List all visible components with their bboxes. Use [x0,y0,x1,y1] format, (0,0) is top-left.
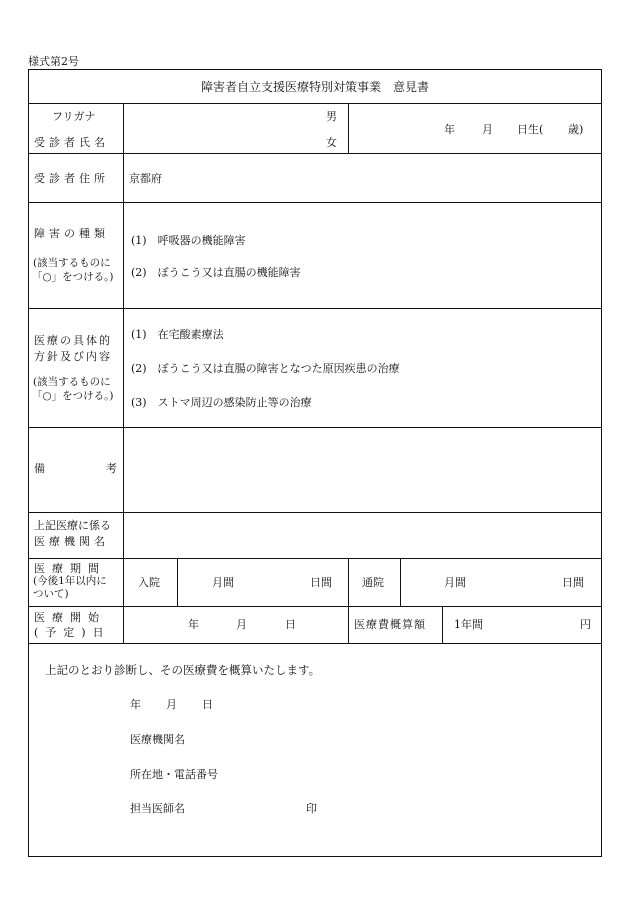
remarks-label-right: 考 [106,462,117,475]
patient-name-label: 受診者氏名 [34,136,109,149]
declaration-statement: 上記のとおり診断し、その医療費を概算いたします。 [45,663,321,677]
inpatient-months: 月間 [212,576,234,589]
disability-note-1: (該当するものに [33,257,111,269]
start-label-2: (予定)日 [34,626,111,639]
institution-label-1: 上記医療に係る [34,519,111,532]
disability-option-1: (1) 呼吸器の機能障害 [131,234,246,247]
declaration-year: 年 [130,698,141,711]
start-month: 月 [236,618,247,631]
rule-sex-column [348,103,349,153]
rule-treatment-bottom [28,427,602,428]
period-label-3: ついて) [33,588,69,600]
form-title: 障害者自立支援医療特別対策事業 意見書 [200,80,429,94]
rule-address-bottom [28,202,602,203]
disability-label: 障害の種類 [34,227,109,240]
outpatient-label: 通院 [362,576,384,589]
treatment-label-1: 医療の具体的 [34,334,112,347]
rule-institution-bottom [28,558,602,559]
rule-label-column [123,103,124,643]
cost-yen: 円 [580,618,591,631]
treatment-note-2: 「○」をつける。) [32,390,114,402]
rule-title-bottom [28,103,602,104]
disability-option-2: (2) ぼうこう又は直腸の機能障害 [131,266,301,279]
outpatient-days: 日間 [562,576,584,589]
declaration-month: 月 [166,698,177,711]
rule-cost-divider [442,606,443,643]
remarks-label-left: 備 [34,462,45,475]
sex-female: 女 [326,136,337,149]
institution-label-2: 医療機関名 [34,535,109,548]
start-label-1: 医療開始 [34,611,106,624]
declaration-institution-name: 医療機関名 [130,733,185,746]
start-day: 日 [285,618,296,631]
inpatient-label: 入院 [138,576,160,589]
birth-year: 年 [444,123,455,136]
birth-month: 月 [482,123,493,136]
treatment-option-2: (2) ぼうこう又は直腸の障害となつた原因疾患の治療 [131,362,400,375]
outpatient-months: 月間 [444,576,466,589]
period-label-1: 医療期間 [34,562,106,575]
age-label: 歳) [568,123,584,136]
treatment-option-3: (3) ストマ周辺の感染防止等の治療 [131,396,312,409]
declaration-doctor: 担当医師名 [130,802,185,815]
declaration-seal: 印 [306,802,317,815]
furigana-label: フリガナ [52,110,96,123]
cost-label: 医療費概算額 [354,618,426,631]
treatment-note-1: (該当するものに [33,376,111,388]
period-label-2: (今後1年以内に [33,575,107,587]
rule-remarks-bottom [28,512,602,513]
disability-note-2: 「○」をつける。) [32,271,114,283]
declaration-address-phone: 所在地・電話番号 [130,768,218,781]
declaration-day: 日 [202,698,213,711]
rule-patient-bottom [28,153,602,154]
birth-day: 日生( [517,123,544,136]
treatment-label-2: 方針及び内容 [34,350,112,363]
rule-period-bottom [28,606,602,607]
rule-outpatient-left [348,558,349,643]
rule-inpatient-divider [177,558,178,606]
cost-period: 1年間 [454,618,483,631]
form-number: 様式第2号 [28,55,79,68]
address-label: 受診者住所 [34,172,109,185]
rule-start-bottom [28,643,602,644]
sex-male: 男 [326,110,337,123]
rule-outpatient-divider [400,558,401,606]
address-value: 京都府 [129,172,162,185]
treatment-option-1: (1) 在宅酸素療法 [131,328,224,341]
rule-disability-bottom [28,308,602,309]
inpatient-days: 日間 [310,576,332,589]
start-year: 年 [188,618,199,631]
